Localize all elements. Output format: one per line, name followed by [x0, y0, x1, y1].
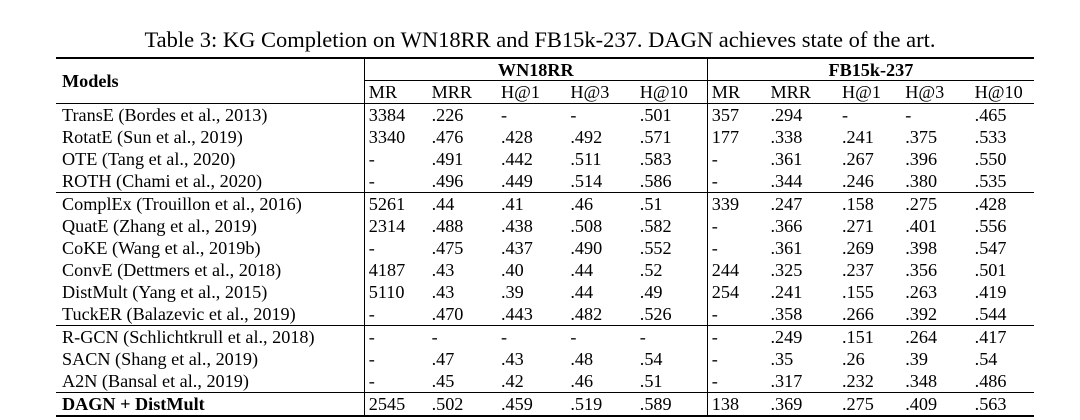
value-cell: .264 — [905, 327, 938, 347]
value-cell: .488 — [431, 216, 464, 236]
value-cell: .502 — [431, 394, 464, 414]
value-cell: 357 — [711, 105, 740, 125]
model-name-cell: DistMult (Yang et al., 2015) — [56, 281, 364, 303]
value-cell: .52 — [636, 259, 708, 281]
value-cell: .508 — [570, 216, 603, 236]
value-cell: .247 — [770, 194, 803, 214]
value-cell: .428 — [500, 127, 533, 147]
value-cell: .482 — [570, 304, 603, 324]
value-cell: .348 — [905, 371, 938, 391]
value-cell: .361 — [770, 238, 803, 258]
table-row — [56, 393, 1034, 417]
value-cell: .366 — [770, 216, 803, 236]
value-cell: 5261 — [368, 194, 406, 214]
fb15k-group-header: FB15k-237 — [707, 58, 1034, 81]
metric-header: H@1 — [841, 82, 881, 102]
value-cell: .356 — [905, 260, 938, 280]
value-cell: .375 — [905, 127, 938, 147]
value-cell: .41 — [500, 194, 524, 214]
value-cell: .338 — [770, 127, 803, 147]
value-cell: .158 — [841, 194, 874, 214]
value-cell: - — [431, 327, 438, 347]
table-row — [56, 348, 1034, 370]
model-name-cell: ConvE (Dettmers et al., 2018) — [56, 259, 364, 281]
value-cell: .151 — [841, 327, 874, 347]
value-cell: - — [368, 171, 375, 191]
value-cell: 2314 — [368, 216, 406, 236]
table-row — [56, 215, 1034, 237]
metric-header: H@3 — [570, 82, 610, 102]
value-cell: .550 — [974, 149, 1007, 169]
value-cell: .571 — [636, 126, 708, 148]
value-cell: .556 — [974, 216, 1007, 236]
results-table — [56, 57, 1034, 417]
model-name-cell: OTE (Tang et al., 2020) — [56, 148, 364, 170]
model-name-cell: QuatE (Zhang et al., 2019) — [56, 215, 364, 237]
value-cell: .51 — [636, 370, 708, 393]
value-cell: 4187 — [368, 260, 406, 280]
metric-header: MR — [711, 82, 741, 102]
value-cell: - — [841, 105, 849, 125]
table-caption: Table 3: KG Completion on WN18RR and FB15k-237. DAGN achieves state of the art. — [144, 27, 936, 52]
value-cell: .49 — [636, 281, 708, 303]
value-cell: .544 — [974, 304, 1007, 324]
model-name-cell: SACN (Shang et al., 2019) — [56, 348, 364, 370]
value-cell: .443 — [500, 304, 533, 324]
value-cell: .583 — [636, 148, 708, 170]
value-cell: - — [570, 105, 577, 125]
value-cell: .459 — [500, 394, 533, 414]
metric-header: H@10 — [636, 81, 708, 104]
value-cell: .589 — [636, 393, 708, 417]
value-cell: .501 — [974, 260, 1007, 280]
value-cell: .438 — [500, 216, 533, 236]
metric-header: H@3 — [905, 82, 945, 102]
value-cell: .526 — [636, 303, 708, 326]
value-cell: .533 — [974, 127, 1007, 147]
value-cell: .492 — [570, 127, 603, 147]
value-cell: .43 — [500, 349, 524, 369]
value-cell: .552 — [636, 237, 708, 259]
value-cell: .358 — [770, 304, 803, 324]
value-cell: .392 — [905, 304, 938, 324]
value-cell: - — [368, 371, 375, 391]
value-cell: .442 — [500, 149, 533, 169]
value-cell: .226 — [431, 105, 464, 125]
value-cell: .476 — [431, 127, 464, 147]
value-cell: .491 — [431, 149, 464, 169]
value-cell: .155 — [841, 282, 874, 302]
table-row — [56, 193, 1034, 216]
value-cell: .43 — [431, 260, 455, 280]
table-row — [56, 104, 1034, 127]
metric-header: H@10 — [974, 82, 1023, 102]
value-cell: 254 — [711, 282, 740, 302]
value-cell: - — [711, 216, 718, 236]
value-cell: .437 — [500, 238, 533, 258]
table-row — [56, 370, 1034, 393]
value-cell: .45 — [431, 371, 455, 391]
value-cell: .275 — [905, 194, 938, 214]
table-row — [56, 148, 1034, 170]
value-cell: .35 — [770, 349, 794, 369]
value-cell: .294 — [770, 105, 803, 125]
model-name-cell: TransE (Bordes et al., 2013) — [56, 104, 364, 127]
value-cell: .54 — [974, 349, 998, 369]
model-name-cell: TuckER (Balazevic et al., 2019) — [56, 303, 364, 326]
value-cell: 3340 — [368, 127, 406, 147]
value-cell: .398 — [905, 238, 938, 258]
value-cell: .237 — [841, 260, 874, 280]
value-cell: .369 — [770, 394, 803, 414]
value-cell: 138 — [711, 394, 740, 414]
value-cell: .380 — [905, 171, 938, 191]
value-cell: - — [905, 105, 912, 125]
value-cell: .40 — [500, 260, 524, 280]
value-cell: .490 — [570, 238, 603, 258]
value-cell: .39 — [905, 349, 928, 369]
value-cell: - — [711, 149, 718, 169]
value-cell: .419 — [974, 282, 1007, 302]
value-cell: .26 — [841, 349, 865, 369]
value-cell: - — [636, 326, 708, 349]
model-name-cell: ROTH (Chami et al., 2020) — [56, 170, 364, 193]
metric-header: H@1 — [500, 82, 540, 102]
model-name-cell: RotatE (Sun et al., 2019) — [56, 126, 364, 148]
value-cell: .48 — [570, 349, 594, 369]
value-cell: .582 — [636, 215, 708, 237]
metric-header: MRR — [431, 82, 472, 102]
value-cell: .47 — [431, 349, 455, 369]
value-cell: .271 — [841, 216, 874, 236]
value-cell: .325 — [770, 260, 803, 280]
value-cell: .317 — [770, 371, 803, 391]
value-cell: .241 — [770, 282, 803, 302]
value-cell: .246 — [841, 171, 874, 191]
value-cell: .54 — [636, 348, 708, 370]
value-cell: .514 — [570, 171, 603, 191]
value-cell: - — [500, 105, 508, 125]
value-cell: .449 — [500, 171, 533, 191]
value-cell: .275 — [841, 394, 874, 414]
value-cell: - — [711, 349, 718, 369]
table-row — [56, 126, 1034, 148]
table-row — [56, 326, 1034, 349]
value-cell: .486 — [974, 371, 1007, 391]
value-cell: .586 — [636, 170, 708, 193]
metric-header: MRR — [770, 82, 811, 102]
value-cell: .465 — [974, 105, 1007, 125]
value-cell: .470 — [431, 304, 464, 324]
value-cell: .396 — [905, 149, 938, 169]
value-cell: .249 — [770, 327, 803, 347]
value-cell: .263 — [905, 282, 938, 302]
table-row — [56, 237, 1034, 259]
model-name-cell: ComplEx (Trouillon et al., 2016) — [56, 193, 364, 216]
table-row — [56, 170, 1034, 193]
value-cell: 244 — [711, 260, 740, 280]
value-cell: .519 — [570, 394, 603, 414]
value-cell: 3384 — [368, 105, 406, 125]
value-cell: - — [711, 171, 718, 191]
value-cell: .266 — [841, 304, 874, 324]
value-cell: - — [368, 238, 375, 258]
value-cell: - — [368, 349, 375, 369]
value-cell: - — [368, 149, 375, 169]
value-cell: - — [711, 238, 718, 258]
table-row — [56, 281, 1034, 303]
value-cell: .475 — [431, 238, 464, 258]
value-cell: 2545 — [368, 394, 406, 414]
model-name-cell: DAGN + DistMult — [56, 393, 364, 417]
value-cell: - — [570, 327, 577, 347]
value-cell: .267 — [841, 149, 874, 169]
value-cell: .42 — [500, 371, 524, 391]
value-cell: .232 — [841, 371, 874, 391]
value-cell: - — [368, 304, 375, 324]
value-cell: .269 — [841, 238, 874, 258]
value-cell: .344 — [770, 171, 803, 191]
value-cell: .417 — [974, 327, 1007, 347]
model-name-cell: R-GCN (Schlichtkrull et al., 2018) — [56, 326, 364, 349]
value-cell: .535 — [974, 171, 1007, 191]
models-header: Models — [56, 58, 364, 104]
value-cell: - — [711, 371, 718, 391]
model-name-cell: CoKE (Wang et al., 2019b) — [56, 237, 364, 259]
model-name-cell: A2N (Bansal et al., 2019) — [56, 370, 364, 393]
value-cell: .496 — [431, 171, 464, 191]
value-cell: - — [368, 327, 375, 347]
value-cell: .409 — [905, 394, 938, 414]
value-cell: .401 — [905, 216, 938, 236]
value-cell: 339 — [711, 194, 740, 214]
metric-header: MR — [368, 82, 398, 102]
value-cell: .44 — [570, 282, 594, 302]
value-cell: .44 — [431, 194, 455, 214]
value-cell: - — [711, 304, 718, 324]
value-cell: .46 — [570, 194, 594, 214]
value-cell: .428 — [974, 194, 1007, 214]
value-cell: .511 — [570, 149, 602, 169]
value-cell: .39 — [500, 282, 524, 302]
table-row — [56, 259, 1034, 281]
value-cell: 5110 — [368, 282, 405, 302]
value-cell: - — [500, 327, 508, 347]
value-cell: .501 — [636, 104, 708, 127]
value-cell: .241 — [841, 127, 874, 147]
value-cell: .563 — [974, 394, 1007, 414]
value-cell: .43 — [431, 282, 455, 302]
wn18rr-group-header: WN18RR — [364, 58, 707, 81]
table-row — [56, 303, 1034, 326]
value-cell: .547 — [974, 238, 1007, 258]
value-cell: .44 — [570, 260, 594, 280]
value-cell: .51 — [636, 193, 708, 216]
value-cell: .361 — [770, 149, 803, 169]
value-cell: .46 — [570, 371, 594, 391]
value-cell: 177 — [711, 127, 740, 147]
value-cell: - — [711, 327, 718, 347]
